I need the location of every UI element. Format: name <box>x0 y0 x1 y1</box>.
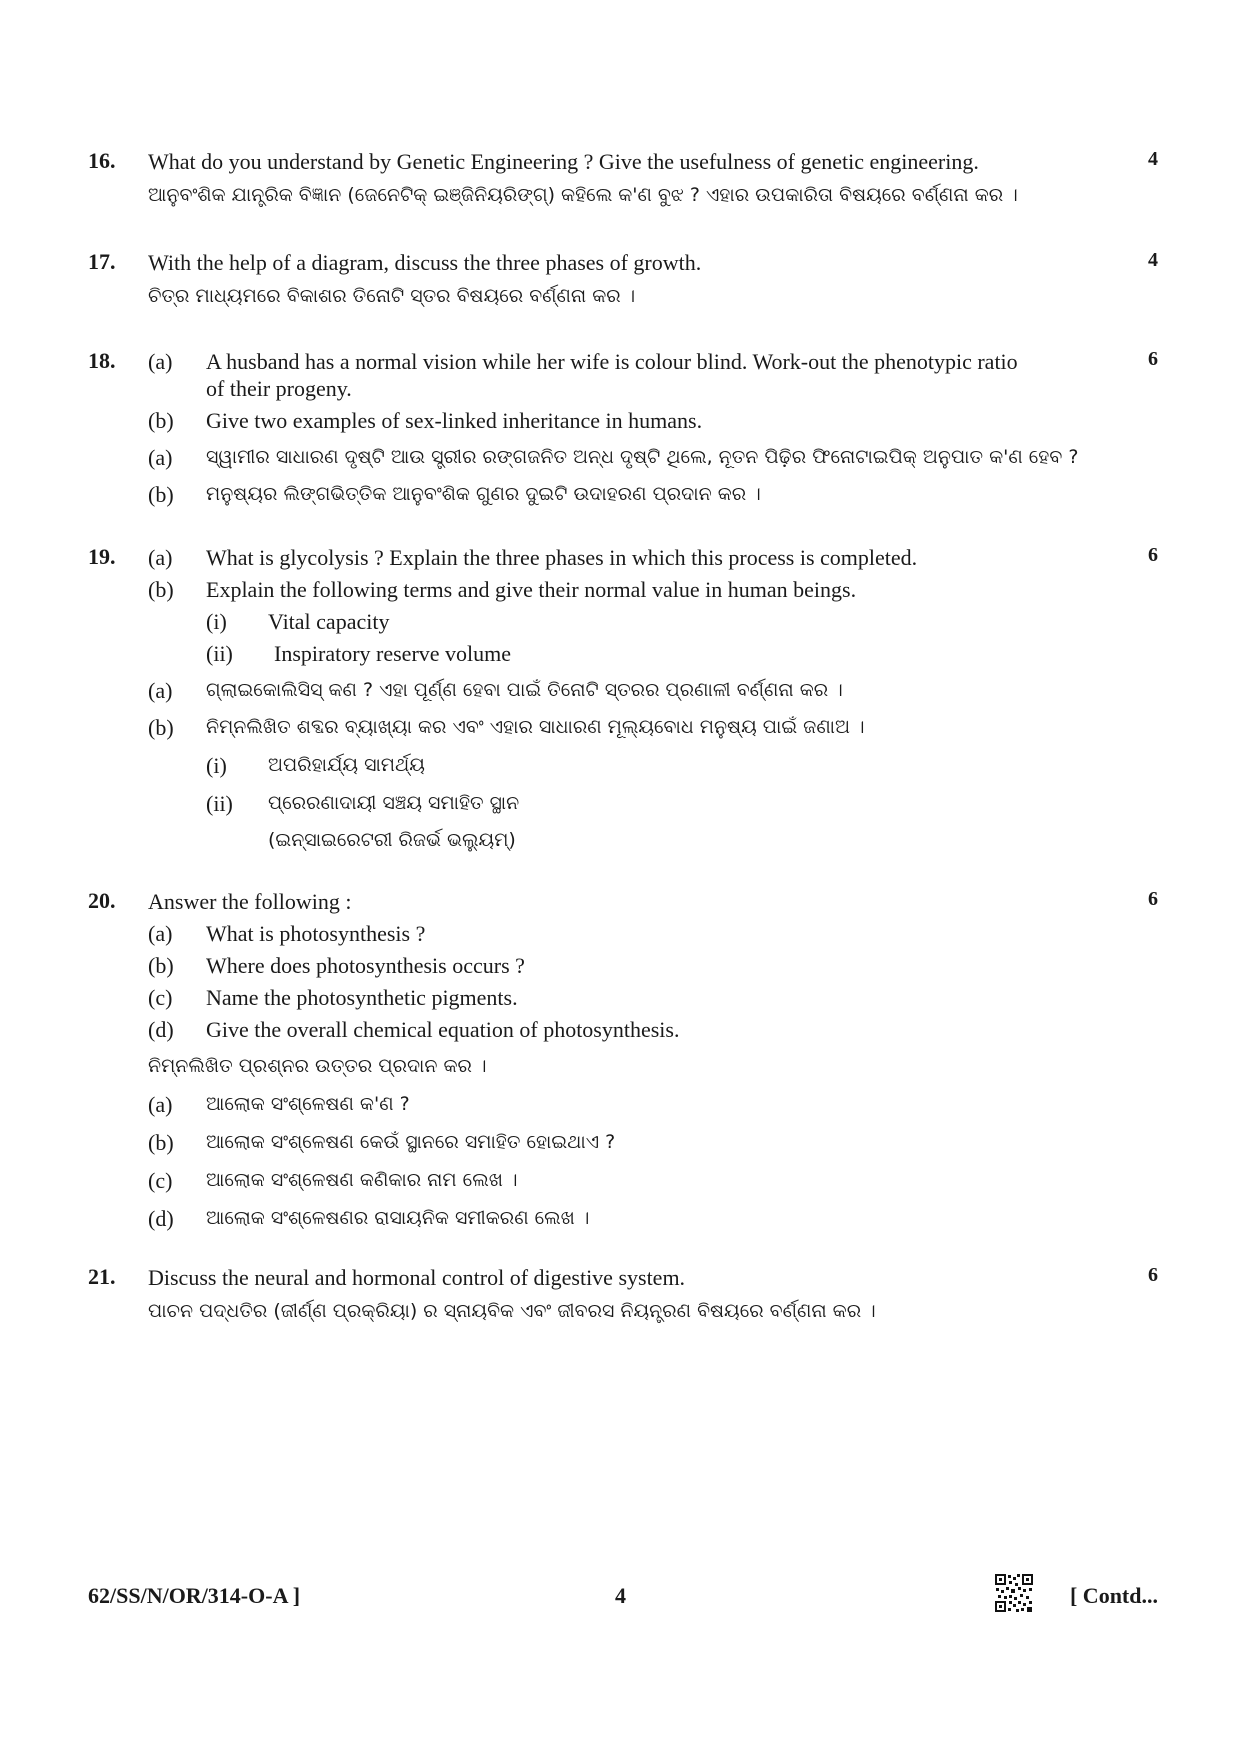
question-number: 16. <box>88 148 116 173</box>
subquestion-a-en <box>148 348 1093 402</box>
subitem-text: Inspiratory reserve volume <box>274 641 512 666</box>
subquestion-c-od <box>148 1167 1093 1194</box>
question-text-en: Discuss the neural and hormonal control of digestive system. <box>148 1265 686 1290</box>
question-number: 19. <box>88 544 116 569</box>
question-intro-en: Answer the following : <box>148 889 352 914</box>
subquestion-text: ଆଲୋକ ସଂଶ୍ଳେଷଣ କେଉଁ ସ୍ଥାନରେ ସମାହିତ ହୋଇଥାଏ ? <box>206 1131 616 1153</box>
subquestion-text: Give two examples of sex-linked inheritance in humans. <box>206 408 703 433</box>
subquestion-label: (a) <box>148 445 173 470</box>
question-number: 17. <box>88 249 116 274</box>
subitem-text: ପ୍ରେରଣାଦାୟୀ ସଞ୍ଚୟ ସମାହିତ ସ୍ଥାନ <box>268 792 520 814</box>
subquestion-a-en <box>148 544 1093 571</box>
subquestion-b-od <box>148 481 1093 508</box>
page-number: 4 <box>615 1583 626 1608</box>
subquestion-text: ସ୍ୱାମୀର ସାଧାରଣ ଦୃଷ୍ଟି ଆଉ ସ୍ତ୍ରୀର ରଙ୍ଗଜନିତ ଅନ୍ଧ ଦୃଷ୍ଟି ଥିଲେ, ନୂତନ ପିଢ଼ିର ଫିନୋଟାଇପିକ୍ ଅନୁପାତ କ'ଣ ହେବ ? <box>206 446 1079 468</box>
subitem-label: (ii) <box>206 791 233 816</box>
subitem-text: Vital capacity <box>268 609 390 634</box>
subquestion-label: (b) <box>148 953 174 978</box>
continued-label: [ Contd... <box>1069 1583 1158 1608</box>
subquestion-label: (a) <box>148 545 173 570</box>
subquestion-label: (b) <box>148 577 174 602</box>
subitem-ii-en <box>148 640 1093 667</box>
question-intro-od: ନିମ୍ନଲିଖିତ ପ୍ରଶ୍ନର ଉତ୍ତର ପ୍ରଦାନ କର । <box>148 1055 487 1077</box>
subquestion-label: (a) <box>148 1092 173 1117</box>
question-text-od: ଚିତ୍ର ମାଧ୍ୟମରେ ବିକାଶର ତିନୋଟି ସ୍ତର ବିଷୟରେ ବର୍ଣ୍ଣନା କର । <box>148 285 636 307</box>
question-text-en: With the help of a diagram, discuss the three phases of growth. <box>148 250 702 275</box>
subquestion-b-od <box>148 714 1093 741</box>
marks: 4 <box>1148 148 1158 170</box>
marks: 4 <box>1148 249 1158 271</box>
subquestion-b-en <box>148 407 1093 434</box>
subquestion-text: ଆଲୋକ ସଂଶ୍ଳେଷଣ କଣିକାର ନାମ ଲେଖ । <box>206 1169 518 1191</box>
subquestion-label: (b) <box>148 715 174 740</box>
subquestion-label: (a) <box>148 349 173 374</box>
subquestion-label: (c) <box>148 985 173 1010</box>
subquestion-label: (b) <box>148 408 174 433</box>
subitem-label: (i) <box>206 753 227 778</box>
marks: 6 <box>1148 1264 1158 1286</box>
subitem-text: ଅପରିହାର୍ଯ୍ୟ ସାମର୍ଥ୍ୟ <box>268 754 425 776</box>
subitem-ii-od-parenthetical <box>148 827 1093 854</box>
subquestion-a-en <box>148 920 1093 947</box>
subquestion-text: ନିମ୍ନଲିଖିତ ଶବ୍ଦର ବ୍ୟାଖ୍ୟା କର ଏବଂ ଏହାର ସାଧାରଣ ମୂଲ୍ୟବୋଧ ମନୁଷ୍ୟ ପାଇଁ ଜଣାଅ । <box>206 716 865 738</box>
subquestion-d-od <box>148 1205 1093 1232</box>
subquestion-text: A husband has a normal vision while her wife is colour blind. Work-out the phenotypic ratio of their progeny. <box>206 349 1018 401</box>
question-text-od: ଆନୁବଂଶିକ ଯାନ୍ତ୍ରିକ ବିଜ୍ଞାନ (ଜେନେଟିକ୍ ଇଞ୍ଜିନିୟରିଙ୍ଗ୍) କହିଲେ କ'ଣ ବୁଝ ? ଏହାର ଉପକାରିତା ବିଷୟରେ ବର୍ଣ୍ଣନା କର । <box>148 184 1018 206</box>
subquestion-a-od <box>148 677 1093 704</box>
subquestion-c-en <box>148 984 1093 1011</box>
subquestion-text: Give the overall chemical equation of photosynthesis. <box>206 1017 680 1042</box>
subquestion-text: Where does photosynthesis occurs ? <box>206 953 525 978</box>
subquestion-text: Explain the following terms and give their normal value in human beings. <box>206 577 857 602</box>
subquestion-text: ଗ୍ଲାଇକୋଲିସିସ୍ କଣ ? ଏହା ପୂର୍ଣ୍ଣ ହେବା ପାଇଁ ତିନୋଟି ସ୍ତରର ପ୍ରଣାଳୀ ବର୍ଣ୍ଣନା କର । <box>206 679 843 701</box>
subquestion-d-en <box>148 1016 1093 1043</box>
subitem-ii-od <box>148 790 1093 817</box>
subquestion-text: ମନୁଷ୍ୟର ଲିଙ୍ଗଭିତ୍ତିକ ଆନୁବଂଶିକ ଗୁଣର ଦୁଇଟି ଉଦାହରଣ ପ୍ରଦାନ କର । <box>206 483 761 505</box>
subquestion-label: (b) <box>148 482 174 507</box>
page-footer <box>88 1583 1158 1623</box>
subquestion-text: What is photosynthesis ? <box>206 921 426 946</box>
subquestion-text: Name the photosynthetic pigments. <box>206 985 518 1010</box>
marks: 6 <box>1148 888 1158 910</box>
subquestion-b-en <box>148 952 1093 979</box>
subquestion-a-od <box>148 444 1093 471</box>
question-number: 18. <box>88 348 116 373</box>
subitem-i-od <box>148 752 1093 779</box>
marks: 6 <box>1148 544 1158 566</box>
marks: 6 <box>1148 348 1158 370</box>
subquestion-b-en <box>148 576 1093 603</box>
subquestion-text: What is glycolysis ? Explain the three phases in which this process is completed. <box>206 545 918 570</box>
subquestion-label: (a) <box>148 921 173 946</box>
subitem-text: (ଇନ୍ସାଇରେଟରୀ ରିଜର୍ଭ ଭଲ୍ୟୁମ୍) <box>268 829 516 851</box>
subquestion-text: ଆଲୋକ ସଂଶ୍ଳେଷଣ କ'ଣ ? <box>206 1093 410 1115</box>
subquestion-label: (d) <box>148 1206 174 1231</box>
subitem-i-en <box>148 608 1093 635</box>
subquestion-label: (c) <box>148 1168 173 1193</box>
subquestion-text: ଆଲୋକ ସଂଶ୍ଳେଷଣର ରାସାୟନିକ ସମୀକରଣ ଲେଖ । <box>206 1207 590 1229</box>
subitem-label: (ii) <box>206 641 233 666</box>
question-number: 21. <box>88 1264 116 1289</box>
subquestion-label: (d) <box>148 1017 174 1042</box>
subquestion-label: (a) <box>148 678 173 703</box>
question-text-od: ପାଚନ ପଦ୍ଧତିର (ଜୀର୍ଣ୍ଣ ପ୍ରକ୍ରିୟା) ର ସ୍ନାୟବିକ ଏବଂ ଜୀବରସ ନିୟନ୍ତ୍ରଣ ବିଷୟରେ ବର୍ଣ୍ଣନା କର । <box>148 1300 876 1322</box>
question-number: 20. <box>88 888 116 913</box>
question-text-en: What do you understand by Genetic Engineering ? Give the usefulness of genetic engineering. <box>148 149 979 174</box>
subquestion-a-od <box>148 1091 1093 1118</box>
qr-code-icon <box>994 1573 1034 1613</box>
subquestion-label: (b) <box>148 1130 174 1155</box>
paper-code: 62/SS/N/OR/314-O-A ] <box>88 1583 301 1608</box>
subquestion-b-od <box>148 1129 1093 1156</box>
subitem-label: (i) <box>206 609 227 634</box>
